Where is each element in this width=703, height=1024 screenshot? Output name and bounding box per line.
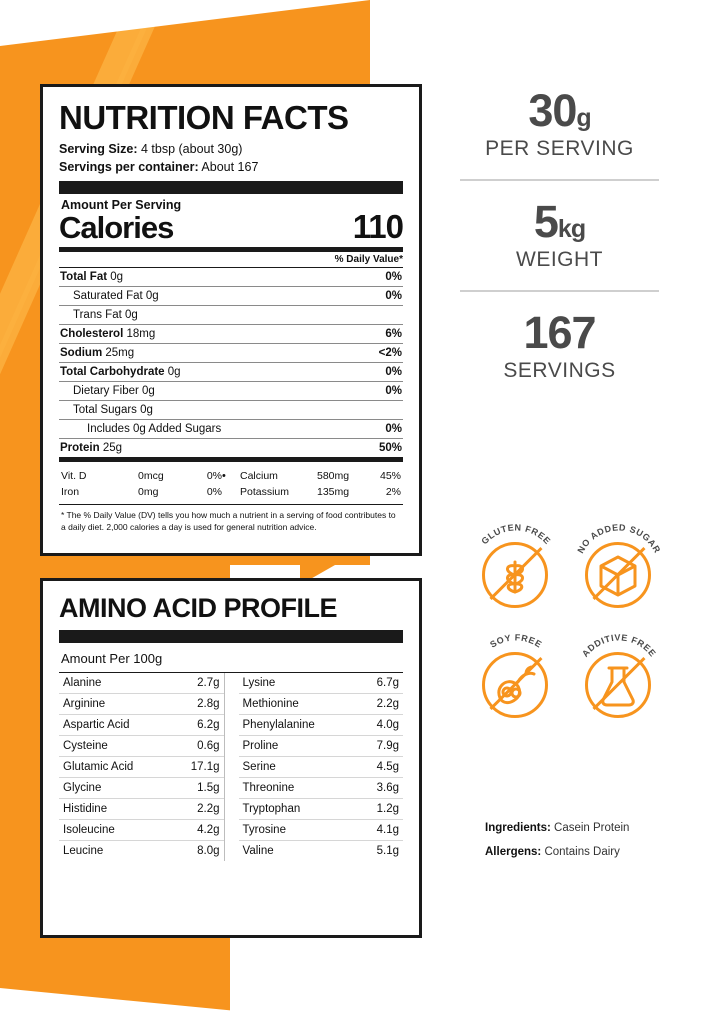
amino-acid-value: 4.0g — [376, 719, 399, 731]
nutrient-daily-value: 50% — [378, 441, 402, 454]
vitamin-amount: 580mg — [317, 469, 350, 482]
amino-acid-name: Arginine — [63, 698, 106, 710]
amino-acid-value: 4.1g — [376, 824, 399, 836]
amino-acid-row — [59, 694, 224, 715]
nutrition-facts-title: NUTRITION FACTS — [59, 99, 349, 136]
stat-caption: PER SERVING — [485, 137, 634, 160]
badge-additive-free — [573, 630, 665, 722]
allergens-value: Contains Dairy — [544, 846, 620, 858]
amino-acid-value: 7.9g — [376, 740, 399, 752]
nutrient-row — [59, 382, 403, 400]
amino-acid-name: Isoleucine — [63, 824, 115, 836]
ingredients-value: Casein Protein — [554, 822, 630, 834]
nutrient-row-list — [59, 268, 403, 457]
amino-acid-value: 3.6g — [376, 782, 399, 794]
serving-size-line — [59, 140, 403, 158]
vitamins-block — [59, 462, 403, 504]
stat-number-value: 30 — [528, 85, 577, 136]
amino-acid-row — [59, 715, 224, 736]
nutrient-name: Cholesterol 18mg — [60, 327, 156, 340]
amino-acid-value: 5.1g — [376, 845, 399, 857]
amino-acid-value: 1.2g — [376, 803, 399, 815]
amino-acid-row — [239, 841, 404, 861]
stat-number — [452, 85, 667, 136]
amino-acid-value: 2.2g — [376, 698, 399, 710]
amino-acid-row — [59, 757, 224, 778]
servings-per-container-line — [59, 158, 403, 176]
stat-divider — [460, 179, 659, 181]
amino-acid-value: 6.7g — [376, 677, 399, 689]
certification-badges — [470, 520, 665, 740]
nutrient-name: Total Fat 0g — [60, 270, 124, 283]
badge-row — [470, 520, 665, 612]
amino-acid-value: 8.0g — [197, 845, 220, 857]
thick-divider-2 — [59, 630, 403, 643]
vitamin-amount: 0mcg — [138, 469, 164, 482]
nutrient-daily-value: 0% — [385, 422, 402, 435]
amino-acid-name: Proline — [242, 740, 279, 752]
nutrient-row — [59, 401, 403, 419]
svg-text:ADDITIVE FREE: ADDITIVE FREE — [579, 632, 659, 659]
vitamin-daily-value: 2% — [385, 485, 401, 498]
stat-number-value: 5 — [533, 196, 558, 247]
vitamins-left-column — [61, 468, 222, 500]
nutrient-daily-value: 0% — [385, 270, 402, 283]
stat-divider — [460, 290, 659, 292]
amino-acid-row — [59, 820, 224, 841]
amino-right-column — [224, 673, 404, 861]
amino-amount-per-label: Amount Per 100g — [61, 651, 163, 666]
nutrient-daily-value: 6% — [385, 327, 402, 340]
amino-acid-row — [239, 799, 404, 820]
amino-acid-name: Tyrosine — [242, 824, 286, 836]
amino-acid-name: Phenylalanine — [242, 719, 315, 731]
nutrient-name: Total Carbohydrate 0g — [60, 365, 181, 378]
nutrient-row — [59, 325, 403, 343]
nutrient-row — [59, 287, 403, 305]
amino-acid-value: 2.7g — [197, 677, 220, 689]
amino-acid-name: Threonine — [242, 782, 295, 794]
amino-acid-value: 0.6g — [197, 740, 220, 752]
amino-acid-row — [59, 736, 224, 757]
badge-gluten-free — [470, 520, 562, 612]
nutrient-name-text: Sodium — [60, 346, 103, 359]
nutrient-name-text: Protein — [60, 441, 100, 454]
stat-number — [452, 307, 667, 358]
nutrient-name-text: Cholesterol — [60, 327, 124, 340]
badge-row — [470, 630, 665, 722]
nutrient-daily-value: 0% — [385, 289, 402, 302]
bullet-separator-icon: • — [222, 469, 226, 482]
nutrient-name: Trans Fat 0g — [73, 308, 138, 321]
vitamin-name: Vit. D — [61, 469, 87, 482]
amino-acid-name: Serine — [242, 761, 276, 773]
nutrient-row — [59, 268, 403, 286]
amino-acid-name: Methionine — [242, 698, 299, 710]
amino-acid-value: 1.5g — [197, 782, 220, 794]
nutrient-row — [59, 420, 403, 438]
calories-row — [59, 210, 403, 245]
stat-number-value: 167 — [523, 307, 596, 358]
amino-acid-row — [59, 778, 224, 799]
vitamin-daily-value: 0% — [206, 485, 222, 498]
amino-acid-value: 4.2g — [197, 824, 220, 836]
nutrient-daily-value: 0% — [385, 365, 402, 378]
svg-text:NO ADDED SUGAR: NO ADDED SUGAR — [575, 522, 663, 555]
nutrient-daily-value: 0% — [385, 384, 402, 397]
servings-per-container-value: About 167 — [201, 160, 259, 175]
amino-acid-row — [239, 715, 404, 736]
amino-acid-row — [59, 799, 224, 820]
amino-acid-name: Alanine — [63, 677, 102, 689]
thick-divider-1 — [59, 181, 403, 194]
amino-acid-row — [59, 673, 224, 694]
nutrient-name: Saturated Fat 0g — [73, 289, 159, 302]
stats-column — [452, 85, 667, 383]
amino-acid-row — [239, 778, 404, 799]
calories-value: 110 — [352, 208, 403, 246]
vitamin-daily-value: 0% — [206, 469, 222, 482]
amino-acid-name: Glutamic Acid — [63, 761, 134, 773]
amino-acid-row — [239, 673, 404, 694]
servings-per-container-label: Servings per container: — [59, 160, 199, 175]
nutrient-row — [59, 344, 403, 362]
amount-per-serving-label: Amount Per Serving — [61, 198, 182, 213]
amino-acid-name: Valine — [242, 845, 274, 857]
daily-value-footnote: * The % Daily Value (DV) tells you how much a nutrient in a serving of food contributes to a daily diet. 2,000 calories a day is used for general nutrition advice. — [61, 509, 396, 532]
serving-size-label: Serving Size: — [59, 142, 138, 156]
amino-acid-row — [239, 736, 404, 757]
nutrient-name-text: Total Carbohydrate — [60, 365, 165, 378]
nutrient-name: Protein 25g — [60, 441, 123, 454]
vitamin-row — [240, 484, 401, 500]
vitamin-name: Iron — [61, 485, 80, 498]
vitamins-right-column — [222, 468, 401, 500]
amino-acid-value: 2.8g — [197, 698, 220, 710]
stat-caption: SERVINGS — [503, 359, 616, 382]
vitamin-name: Calcium — [240, 469, 278, 482]
calories-label: Calories — [59, 210, 174, 246]
amino-left-column — [59, 673, 224, 861]
top-white-wedge — [0, 0, 370, 46]
amino-acid-name: Cysteine — [63, 740, 108, 752]
nutrient-name-text: Total Fat — [60, 270, 108, 283]
allergens-line — [485, 846, 685, 858]
vitamin-row — [61, 468, 222, 484]
amino-acid-name: Glycine — [63, 782, 102, 794]
badge-soy-free — [470, 630, 562, 722]
svg-text:SOY FREE: SOY FREE — [488, 632, 544, 650]
stat-unit: g — [576, 104, 591, 132]
amino-acid-name: Histidine — [63, 803, 108, 815]
vitamin-name: Potassium — [240, 485, 290, 498]
amino-acid-title: AMINO ACID PROFILE — [59, 593, 337, 623]
vitamin-amount: 135mg — [317, 485, 350, 498]
nutrient-row — [59, 439, 403, 457]
ingredients-label: Ingredients: — [485, 822, 551, 834]
nutrient-name: Includes 0g Added Sugars — [87, 422, 222, 435]
nutrient-daily-value: <2% — [378, 346, 402, 359]
svg-text:GLUTEN FREE: GLUTEN FREE — [479, 522, 553, 547]
nutrient-row — [59, 363, 403, 381]
badge-no-added-sugar — [573, 520, 665, 612]
amino-acid-row — [239, 757, 404, 778]
amino-acid-name: Lysine — [242, 677, 276, 689]
nutrient-name: Dietary Fiber 0g — [73, 384, 155, 397]
ingredients-block — [485, 822, 685, 870]
vitamin-amount: 0mg — [138, 485, 159, 498]
amino-acid-name: Leucine — [63, 845, 104, 857]
nutrient-row — [59, 306, 403, 324]
stat-number — [452, 196, 667, 247]
nutrition-facts-panel — [40, 84, 422, 556]
vitamin-daily-value: 45% — [379, 469, 401, 482]
nutrient-name: Sodium 25mg — [60, 346, 135, 359]
ingredients-line — [485, 822, 685, 834]
allergens-label: Allergens: — [485, 846, 542, 858]
stat-unit: kg — [557, 215, 586, 243]
bottom-white-wedge — [0, 988, 370, 1024]
amino-acid-row — [239, 694, 404, 715]
amino-acid-value: 2.2g — [197, 803, 220, 815]
amino-acid-row — [239, 820, 404, 841]
amino-acid-name: Aspartic Acid — [63, 719, 130, 731]
amino-acid-value: 4.5g — [376, 761, 399, 773]
amino-acid-value: 6.2g — [197, 719, 220, 731]
amino-acid-row — [59, 841, 224, 861]
amino-acid-name: Tryptophan — [242, 803, 301, 815]
amino-acid-panel — [40, 578, 422, 938]
stat-caption: WEIGHT — [516, 248, 603, 271]
vitamin-row — [240, 468, 401, 484]
serving-size-value: 4 tbsp (about 30g) — [140, 142, 243, 156]
nutrient-name: Total Sugars 0g — [73, 403, 153, 416]
vitamin-row — [61, 484, 222, 500]
amino-acid-value: 17.1g — [190, 761, 220, 773]
daily-value-header: % Daily Value* — [334, 253, 403, 265]
